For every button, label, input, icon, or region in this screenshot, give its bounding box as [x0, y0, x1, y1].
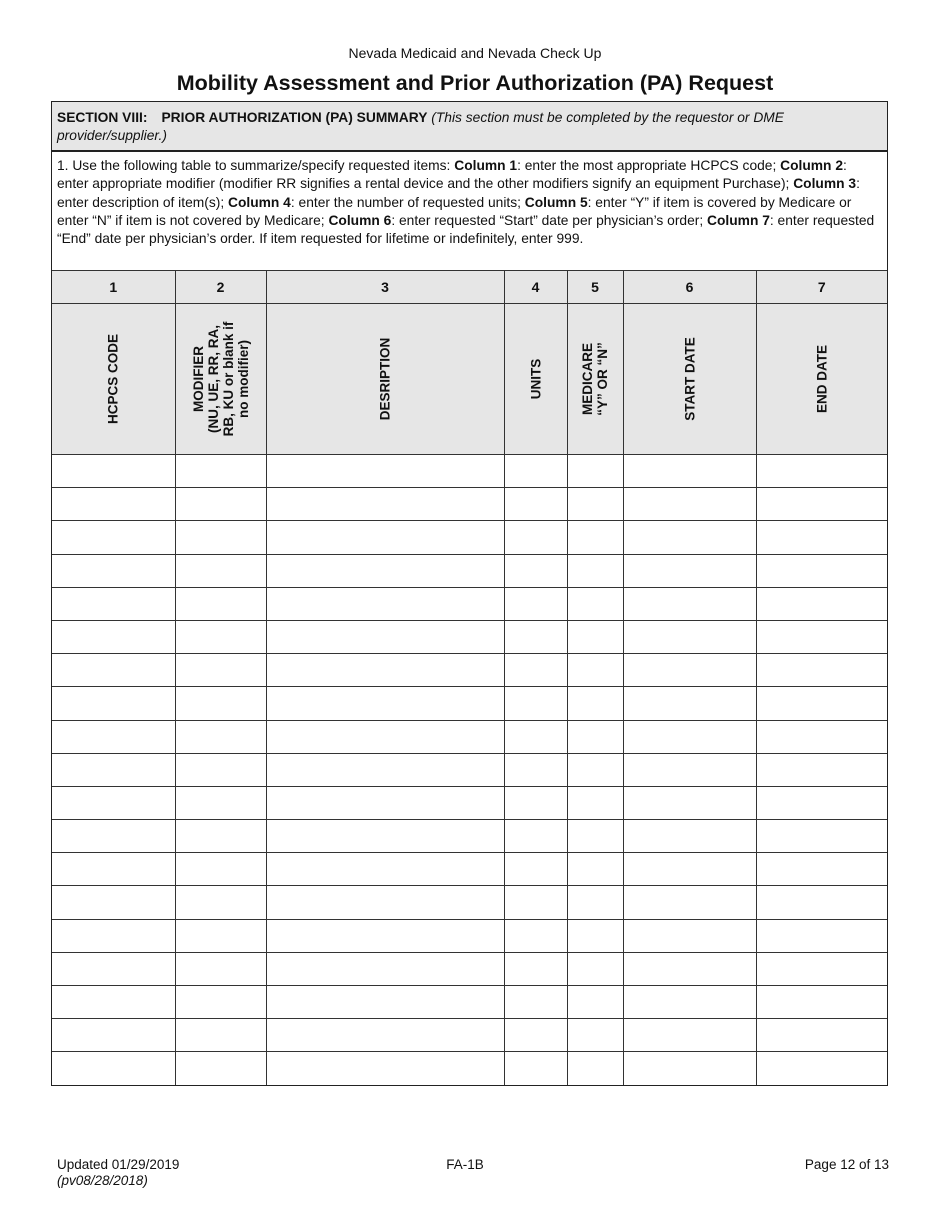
pa-items-table [52, 270, 887, 1085]
header-units: UNITS [504, 304, 567, 455]
header-medicare: MEDICARE “Y” OR “N” [567, 304, 623, 455]
column-number: 5 [567, 271, 623, 304]
table-row [52, 1019, 887, 1052]
units-cell[interactable] [504, 654, 567, 687]
header-hcpcs-code: HCPCS CODE [52, 304, 175, 455]
end-date-cell[interactable] [756, 952, 887, 985]
description-cell[interactable] [266, 620, 504, 653]
modifier-cell[interactable] [175, 488, 266, 521]
units-cell[interactable] [504, 820, 567, 853]
instructions-intro: 1. Use the following table to summarize/specify requested items: [57, 158, 455, 173]
medicare-cell[interactable] [567, 687, 623, 720]
hcpcs-code-cell[interactable] [52, 720, 175, 753]
start-date-cell[interactable] [623, 952, 756, 985]
modifier-cell[interactable] [175, 587, 266, 620]
table-row [52, 986, 887, 1019]
units-cell[interactable] [504, 455, 567, 488]
modifier-cell[interactable] [175, 753, 266, 786]
start-date-cell[interactable] [623, 654, 756, 687]
modifier-cell[interactable] [175, 455, 266, 488]
description-cell[interactable] [266, 488, 504, 521]
modifier-cell[interactable] [175, 919, 266, 952]
section-note: (This section must be completed by the requestor or DME provider/supplier.) [57, 110, 785, 143]
form-id: FA-1B [446, 1157, 484, 1172]
start-date-cell[interactable] [623, 1052, 756, 1085]
description-cell[interactable] [266, 952, 504, 985]
start-date-cell[interactable] [623, 620, 756, 653]
table-row [52, 620, 887, 653]
table-row [52, 720, 887, 753]
description-cell[interactable] [266, 886, 504, 919]
medicare-cell[interactable] [567, 1019, 623, 1052]
table-row [52, 687, 887, 720]
start-date-cell[interactable] [623, 720, 756, 753]
hcpcs-code-cell[interactable] [52, 654, 175, 687]
units-cell[interactable] [504, 753, 567, 786]
units-cell[interactable] [504, 521, 567, 554]
end-date-cell[interactable] [756, 753, 887, 786]
table-row [52, 587, 887, 620]
table-row [52, 488, 887, 521]
description-cell[interactable] [266, 521, 504, 554]
column-3-text: : enter description of item(s); [57, 176, 860, 210]
end-date-cell[interactable] [756, 986, 887, 1019]
table-row [52, 753, 887, 786]
hcpcs-code-cell[interactable] [52, 488, 175, 521]
modifier-cell[interactable] [175, 1019, 266, 1052]
hcpcs-code-cell[interactable] [52, 820, 175, 853]
description-cell[interactable] [266, 1019, 504, 1052]
table-row [52, 886, 887, 919]
table-row [52, 853, 887, 886]
medicare-cell[interactable] [567, 886, 623, 919]
updated-date: Updated 01/29/2019 [57, 1157, 180, 1172]
units-cell[interactable] [504, 720, 567, 753]
hcpcs-code-cell[interactable] [52, 620, 175, 653]
table-row [52, 455, 887, 488]
units-cell[interactable] [504, 786, 567, 819]
start-date-cell[interactable] [623, 1019, 756, 1052]
end-date-cell[interactable] [756, 1019, 887, 1052]
table-row [52, 919, 887, 952]
medicare-cell[interactable] [567, 753, 623, 786]
section-number: SECTION VIII: [57, 110, 148, 125]
column-3-label: Column 3 [793, 176, 857, 192]
end-date-cell[interactable] [756, 786, 887, 819]
header-modifier: MODIFIER (NU, UE, RR, RA, RB, KU or blank if no modifier) [175, 304, 266, 455]
column-2-label: Column 2 [780, 158, 843, 173]
units-cell[interactable] [504, 620, 567, 653]
page-number: Page 12 of 13 [804, 1157, 889, 1172]
description-cell[interactable] [266, 986, 504, 1019]
hcpcs-code-cell[interactable] [52, 919, 175, 952]
units-cell[interactable] [504, 886, 567, 919]
hcpcs-code-cell[interactable] [52, 1019, 175, 1052]
medicare-cell[interactable] [567, 952, 623, 985]
end-date-cell[interactable] [756, 853, 887, 886]
description-cell[interactable] [266, 786, 504, 819]
page-title: Mobility Assessment and Prior Authorization (PA) Request [176, 71, 774, 95]
start-date-cell[interactable] [623, 919, 756, 952]
end-date-cell[interactable] [756, 820, 887, 853]
hcpcs-code-cell[interactable] [52, 687, 175, 720]
description-cell[interactable] [266, 820, 504, 853]
table-row [52, 786, 887, 819]
end-date-cell[interactable] [756, 521, 887, 554]
modifier-cell[interactable] [175, 786, 266, 819]
table-row [52, 1052, 887, 1085]
column-number: 4 [504, 271, 567, 304]
units-cell[interactable] [504, 853, 567, 886]
units-cell[interactable] [504, 687, 567, 720]
start-date-cell[interactable] [623, 488, 756, 521]
end-date-cell[interactable] [756, 687, 887, 720]
section-header [52, 102, 887, 152]
modifier-cell[interactable] [175, 952, 266, 985]
medicare-cell[interactable] [567, 455, 623, 488]
column-number: 3 [266, 271, 504, 304]
medicare-cell[interactable] [567, 620, 623, 653]
column-number: 2 [175, 271, 266, 304]
end-date-cell[interactable] [756, 455, 887, 488]
description-cell[interactable] [266, 919, 504, 952]
table-row [52, 554, 887, 587]
column-header-row [52, 304, 887, 455]
medicare-cell[interactable] [567, 853, 623, 886]
table-row [52, 521, 887, 554]
header-end-date: END DATE [756, 304, 887, 455]
modifier-cell[interactable] [175, 1052, 266, 1085]
description-cell[interactable] [266, 720, 504, 753]
column-5-label: Column 5 [524, 194, 588, 210]
units-cell[interactable] [504, 1019, 567, 1052]
description-cell[interactable] [266, 587, 504, 620]
end-date-cell[interactable] [756, 720, 887, 753]
end-date-cell[interactable] [756, 620, 887, 653]
units-cell[interactable] [504, 554, 567, 587]
modifier-cell[interactable] [175, 654, 266, 687]
hcpcs-code-cell[interactable] [52, 986, 175, 1019]
header-start-date: START DATE [623, 304, 756, 455]
column-number-row [52, 271, 887, 304]
table-row [52, 952, 887, 985]
start-date-cell[interactable] [623, 820, 756, 853]
units-cell[interactable] [504, 952, 567, 985]
column-number: 6 [623, 271, 756, 304]
section-title: PRIOR AUTHORIZATION (PA) SUMMARY [161, 110, 428, 125]
previous-version-date: (pv08/28/2018) [57, 1173, 148, 1188]
medicare-cell[interactable] [567, 587, 623, 620]
table-row [52, 654, 887, 687]
start-date-cell[interactable] [623, 455, 756, 488]
description-cell[interactable] [266, 687, 504, 720]
hcpcs-code-cell[interactable] [52, 853, 175, 886]
modifier-cell[interactable] [175, 853, 266, 886]
modifier-cell[interactable] [175, 620, 266, 653]
instructions [52, 152, 887, 270]
units-cell[interactable] [504, 587, 567, 620]
hcpcs-code-cell[interactable] [52, 1052, 175, 1085]
units-cell[interactable] [504, 919, 567, 952]
end-date-cell[interactable] [756, 886, 887, 919]
agency-name: Nevada Medicaid and Nevada Check Up [348, 45, 602, 61]
column-4-text: : enter the number of requested units; [290, 194, 525, 210]
start-date-cell[interactable] [623, 521, 756, 554]
hcpcs-code-cell[interactable] [52, 886, 175, 919]
description-cell[interactable] [266, 1052, 504, 1085]
table-body [52, 455, 887, 1086]
end-date-cell[interactable] [756, 919, 887, 952]
description-cell[interactable] [266, 753, 504, 786]
end-date-cell[interactable] [756, 587, 887, 620]
column-4-label: Column 4 [228, 194, 291, 210]
column-6-text: : enter requested “Start” date per physician’s order; [391, 212, 708, 228]
start-date-cell[interactable] [623, 853, 756, 886]
description-cell[interactable] [266, 853, 504, 886]
column-2-text: : enter appropriate modifier (modifier RR signifies a rental device and the other modifiers signify an equipment Purchase); [57, 158, 847, 192]
medicare-cell[interactable] [567, 1052, 623, 1085]
column-5-text: : enter “Y” if item is covered by Medicare or enter “N” if item is not covered by Medicare; [57, 194, 852, 228]
start-date-cell[interactable] [623, 786, 756, 819]
description-cell[interactable] [266, 455, 504, 488]
column-7-label: Column 7 [707, 212, 770, 228]
table-row [52, 820, 887, 853]
hcpcs-code-cell[interactable] [52, 554, 175, 587]
medicare-cell[interactable] [567, 986, 623, 1019]
column-1-label: Column 1 [454, 158, 518, 173]
modifier-cell[interactable] [175, 820, 266, 853]
column-7-text: : enter requested “End” date per physician’s order. If item requested for lifetime or indefinitely, enter 999. [57, 212, 875, 247]
column-6-label: Column 6 [328, 212, 392, 228]
medicare-cell[interactable] [567, 554, 623, 587]
column-number: 7 [756, 271, 887, 304]
column-number: 1 [52, 271, 175, 304]
units-cell[interactable] [504, 1052, 567, 1085]
description-cell[interactable] [266, 654, 504, 687]
medicare-cell[interactable] [567, 820, 623, 853]
start-date-cell[interactable] [623, 886, 756, 919]
modifier-cell[interactable] [175, 886, 266, 919]
hcpcs-code-cell[interactable] [52, 587, 175, 620]
units-cell[interactable] [504, 488, 567, 521]
start-date-cell[interactable] [623, 753, 756, 786]
medicare-cell[interactable] [567, 521, 623, 554]
start-date-cell[interactable] [623, 587, 756, 620]
start-date-cell[interactable] [623, 554, 756, 587]
modifier-cell[interactable] [175, 521, 266, 554]
start-date-cell[interactable] [623, 687, 756, 720]
hcpcs-code-cell[interactable] [52, 521, 175, 554]
end-date-cell[interactable] [756, 654, 887, 687]
hcpcs-code-cell[interactable] [52, 952, 175, 985]
medicare-cell[interactable] [567, 786, 623, 819]
column-1-text: : enter the most appropriate HCPCS code; [517, 158, 781, 173]
header-description: DESRIPTION [266, 304, 504, 455]
hcpcs-code-cell[interactable] [52, 753, 175, 786]
modifier-cell[interactable] [175, 554, 266, 587]
start-date-cell[interactable] [623, 986, 756, 1019]
description-cell[interactable] [266, 554, 504, 587]
hcpcs-code-cell[interactable] [52, 786, 175, 819]
medicare-cell[interactable] [567, 720, 623, 753]
modifier-cell[interactable] [175, 720, 266, 753]
end-date-cell[interactable] [756, 554, 887, 587]
page-header [0, 44, 950, 96]
units-cell[interactable] [504, 986, 567, 1019]
medicare-cell[interactable] [567, 488, 623, 521]
hcpcs-code-cell[interactable] [52, 455, 175, 488]
modifier-cell[interactable] [175, 687, 266, 720]
medicare-cell[interactable] [567, 654, 623, 687]
pa-summary-form [51, 101, 888, 1086]
modifier-cell[interactable] [175, 986, 266, 1019]
end-date-cell[interactable] [756, 488, 887, 521]
medicare-cell[interactable] [567, 919, 623, 952]
end-date-cell[interactable] [756, 1052, 887, 1085]
